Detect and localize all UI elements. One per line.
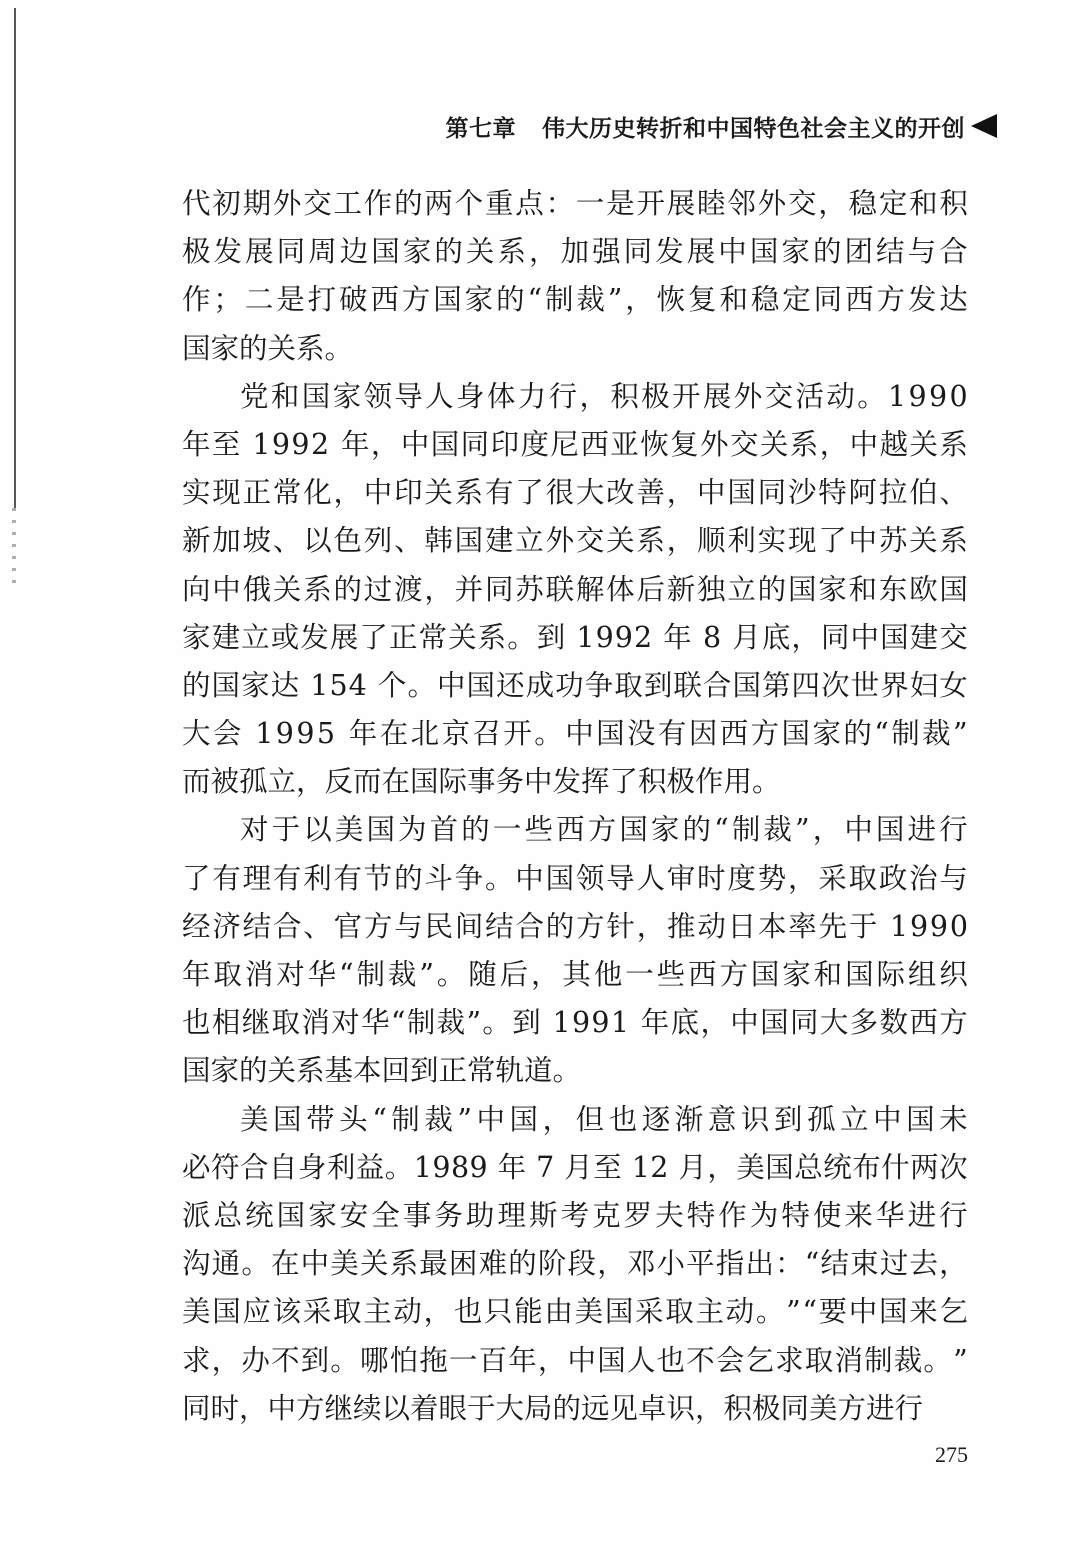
paragraph xyxy=(182,1096,968,1433)
text-line: 大 会 1 9 9 5 年 在 北 京 召 开 。 中 国 没 有 因 西 方 国 家 的 “ 制 裁 ” xyxy=(182,717,968,751)
chapter-title: 伟大历史转折和中国特色社会主义的开创 xyxy=(542,115,965,142)
page-number: 275 xyxy=(935,1442,968,1467)
text-line: 美 国 应 该 采 取 主 动 ， 也 只 能 由 美 国 采 取 主 动 。 ” “ 要 中 国 来 乞 xyxy=(182,1295,968,1329)
text-line: 国家的关系。 xyxy=(182,331,354,365)
text-line: 年 取 消 对 华 “ 制 裁 ” 。 随 后 ， 其 他 一 些 西 方 国 家 和 国 际 组 织 xyxy=(182,958,968,991)
text-line: 也 相 继 取 消 对 华 “ 制 裁 ” 。 到 1 9 9 1 年 底 ， 中 国 同 大 多 数 西 方 xyxy=(182,1006,968,1040)
text-line: 年 至 1 9 9 2 年 ， 中 国 同 印 度 尼 西 亚 恢 复 外 交 关 系 ， 中 越 关 系 xyxy=(182,427,968,461)
text-line: 作 ； 二 是 打 破 西 方 国 家 的 “ 制 裁 ” ， 恢 复 和 稳 定 同 西 方 发 达 xyxy=(182,283,968,317)
text-line: 同时，中方继续以着眼于大局的远见卓识，积极同美方进行 xyxy=(182,1391,924,1425)
text-line: 沟 通 。 在 中 美 关 系 最 困 难 的 阶 段 ， 邓 小 平 指 出 ： “ 结 束 过 去 ， xyxy=(182,1247,968,1281)
paragraph xyxy=(182,806,968,1095)
binding-edge-marks xyxy=(12,508,16,588)
paragraph xyxy=(182,373,968,807)
text-line: 了 有 理 有 利 有 节 的 斗 争 。 中 国 领 导 人 审 时 度 势 ， 采 取 政 治 与 xyxy=(182,861,968,895)
text-line: 实 现 正 常 化 ， 中 印 关 系 有 了 很 大 改 善 ， 中 国 同 沙 特 阿 拉 伯 、 xyxy=(182,476,968,510)
text-line: 新 加 坡 、 以 色 列 、 韩 国 建 立 外 交 关 系 ， 顺 利 实 现 了 中 苏 关 系 xyxy=(182,524,968,558)
text-line: 对 于 以 美 国 为 首 的 一 些 西 方 国 家 的 “ 制 裁 ” ， 中 国 进 行 xyxy=(240,813,968,847)
paragraph xyxy=(182,180,968,373)
text-line: 必 符 合 自 身 利 益 。 1 9 8 9 年 7 月 至 1 2 月 ， 美 国 总 统 布 什 两 次 xyxy=(182,1150,968,1184)
text-line: 而被孤立，反而在国际事务中发挥了积极作用。 xyxy=(182,765,781,799)
text-line: 经 济 结 合 、 官 方 与 民 间 结 合 的 方 针 ， 推 动 日 本 率 先 于 1 9 9 0 xyxy=(182,909,968,943)
text-line: 党 和 国 家 领 导 人 身 体 力 行 ， 积 极 开 展 外 交 活 动 。 1 9 9 0 xyxy=(240,379,968,413)
text-line: 向 中 俄 关 系 的 过 渡 ， 并 同 苏 联 解 体 后 新 独 立 的 国 家 和 东 欧 国 xyxy=(182,572,968,606)
text-line: 家 建 立 或 发 展 了 正 常 关 系 。 到 1 9 9 2 年 8 月 底 ， 同 中 国 建 交 xyxy=(182,620,968,654)
text-line: 国家的关系基本回到正常轨道。 xyxy=(182,1054,582,1088)
text-line: 求 ， 办 不 到 。 哪 怕 拖 一 百 年 ， 中 国 人 也 不 会 乞 求 取 消 制 裁 。 ” xyxy=(182,1343,968,1377)
text-line: 代 初 期 外 交 工 作 的 两 个 重 点 ： 一 是 开 展 睦 邻 外 交 ， 稳 定 和 积 xyxy=(182,187,968,220)
text-line: 美 国 带 头 “ 制 裁 ” 中 国 ， 但 也 逐 渐 意 识 到 孤 立 中 国 未 xyxy=(240,1102,968,1136)
chapter-number: 第七章 xyxy=(445,115,516,142)
text-line: 派 总 统 国 家 安 全 事 务 助 理 斯 考 克 罗 夫 特 作 为 特 使 来 华 进 行 xyxy=(182,1198,968,1232)
running-header xyxy=(300,106,997,146)
text-line: 的 国 家 达 1 5 4 个 。 中 国 还 成 功 争 取 到 联 合 国 第 四 次 世 界 妇 女 xyxy=(182,668,968,702)
text-line: 极 发 展 同 周 边 国 家 的 关 系 ， 加 强 同 发 展 中 国 家 的 团 结 与 合 xyxy=(182,235,968,269)
body-text xyxy=(182,180,968,1433)
left-triangle-icon xyxy=(971,114,997,138)
binding-edge-line xyxy=(14,8,16,508)
